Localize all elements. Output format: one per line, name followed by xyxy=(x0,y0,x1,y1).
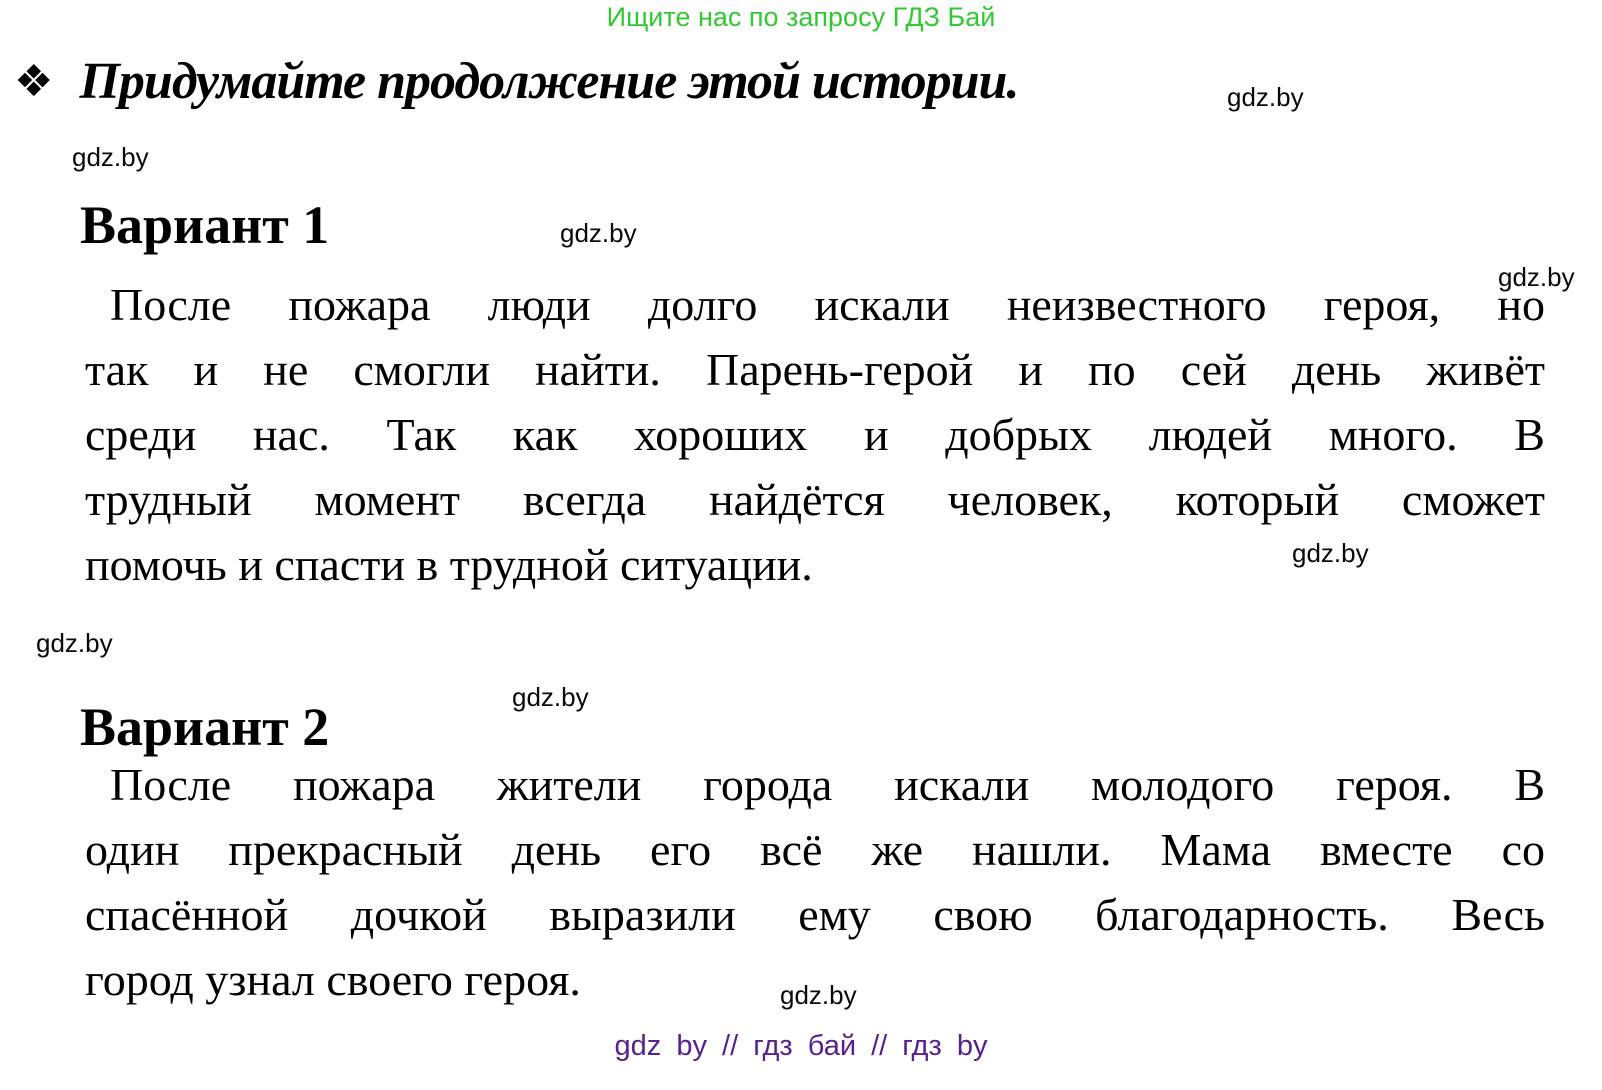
gdz-watermark: gdz.by xyxy=(36,628,113,658)
gdz-watermark: gdz.by xyxy=(72,142,149,172)
gdz-watermark: gdz.by xyxy=(512,682,589,712)
paragraph-line: помочь и спасти в трудной ситуации. xyxy=(85,539,813,590)
task-heading-text: Придумайте продолжение этой истории. xyxy=(79,53,1019,110)
task-heading xyxy=(14,52,1018,112)
footer-site-links: gdz by // гдз бай // гдз by xyxy=(614,1030,988,1062)
paragraph-line: После пожара жители города искали молодого героя. В xyxy=(110,759,1545,810)
paragraph-line: город узнал своего героя. xyxy=(85,954,581,1005)
variant-2-paragraph xyxy=(85,752,1545,1012)
paragraph-line: среди нас. Так как хороших и добрых людей много. В xyxy=(85,409,1545,460)
variant-1-paragraph xyxy=(85,272,1545,597)
paragraph-line: один прекрасный день его всё же нашли. Мама вместе со xyxy=(85,824,1545,875)
gdz-watermark: gdz.by xyxy=(780,980,857,1010)
paragraph-line: трудный момент всегда найдётся человек, который сможет xyxy=(85,474,1545,525)
gdz-watermark: gdz.by xyxy=(560,218,637,248)
paragraph-line: так и не смогли найти. Парень-герой и по сей день живёт xyxy=(85,344,1545,395)
top-banner-text: Ищите нас по запросу ГДЗ Бай xyxy=(606,2,996,32)
paragraph-line: После пожара люди долго искали неизвестного героя, но xyxy=(110,279,1545,330)
gdz-watermark: gdz.by xyxy=(1292,538,1369,568)
gdz-watermark: gdz.by xyxy=(1498,262,1575,292)
gdz-watermark: gdz.by xyxy=(1227,82,1304,112)
four-diamond-icon: ❖ xyxy=(14,56,54,107)
variant-2-title: Вариант 2 xyxy=(80,697,330,757)
variant-1-title: Вариант 1 xyxy=(80,195,330,255)
paragraph-line: спасённой дочкой выразили ему свою благодарность. Весь xyxy=(85,889,1545,940)
